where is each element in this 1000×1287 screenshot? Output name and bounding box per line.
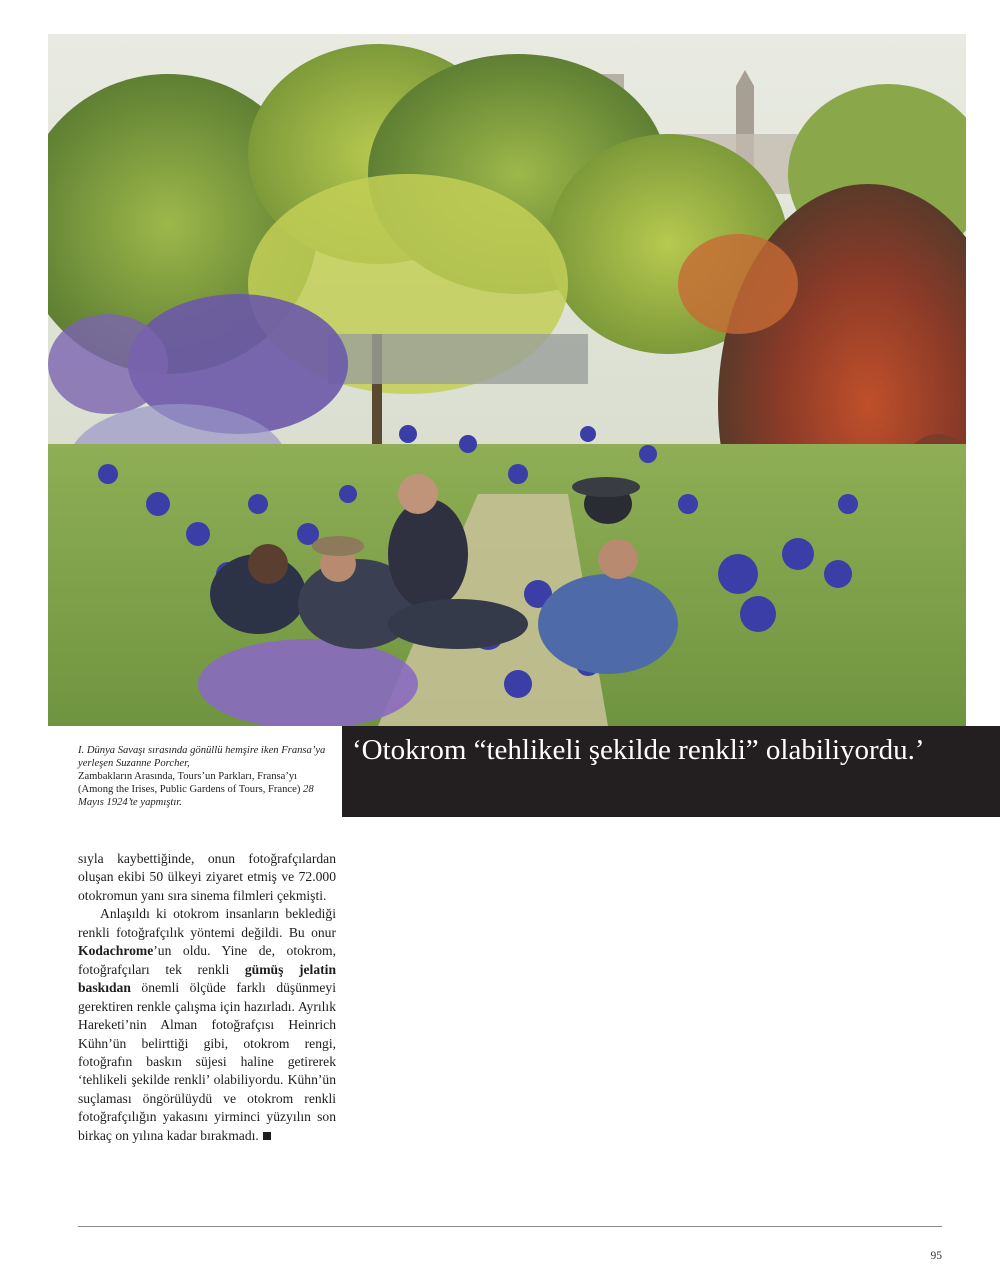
end-mark-icon — [263, 1132, 271, 1140]
body-p2-part-a: Anlaşıldı ki otokrom insanların beklediği renkli fotoğrafçılık yöntemi değildi. Bu onur — [78, 906, 336, 940]
kodachrome-term: Kodachrome — [78, 943, 154, 959]
body-text-column — [78, 850, 336, 1145]
body-paragraph-1: sıyla kaybettiğinde, onun fotoğrafçılardan oluşan ekibi 50 ülkeyi ziyaret etmiş ve 72.000 otokromun yanı sıra sinema filmleri çekmişti. — [78, 851, 336, 903]
caption-line-3: 28 Mayıs 1924’te yapmıştır. — [78, 784, 314, 808]
photo-caption — [78, 744, 328, 809]
body-paragraph-2 — [78, 905, 336, 1145]
gelatin-silver-term: gümüş jelatin baskıdan — [78, 961, 336, 996]
pull-quote — [342, 726, 1000, 817]
caption-line-2: Zambakların Arasında, Tours’un Parkları, Fransa’yı (Among the Irises, Public Gardens of Tours, France) — [78, 771, 301, 795]
garden-photograph — [48, 34, 966, 726]
page-number: 95 — [930, 1250, 942, 1262]
garden-photograph-art — [48, 34, 966, 726]
body-p2-part-c: önemli ölçüde farklı düşünmeyi gerektiren renkle çalışma için hazırladı. Ayrılık Hareketi’nin Alman fotoğrafçısı Heinrich Kühn’ün belirttiği gibi, otokrom rengi, fotoğrafın baskın süjesi haline getirerek ‘tehlikeli şekilde renkli’ olabiliyordu. Kühn’ün suçlaması öngörülüydü ve otokrom renkli fotoğrafçılığın yakasını yirminci yüzyılın son birkaç on yılına kadar bırakmadı. — [78, 980, 336, 1143]
footer-rule — [78, 1226, 942, 1227]
pull-quote-text: ‘Otokrom “tehlikeli şekilde renkli” olabiliyordu.’ — [352, 734, 925, 766]
body-p2-part-b: ’un oldu. Yine de, otokrom, fotoğrafçıları tek renkli — [78, 943, 336, 977]
caption-line-1: I. Dünya Savaşı sırasında gönüllü hemşire iken Fransa’ya yerleşen Suzanne Porcher, — [78, 745, 326, 769]
